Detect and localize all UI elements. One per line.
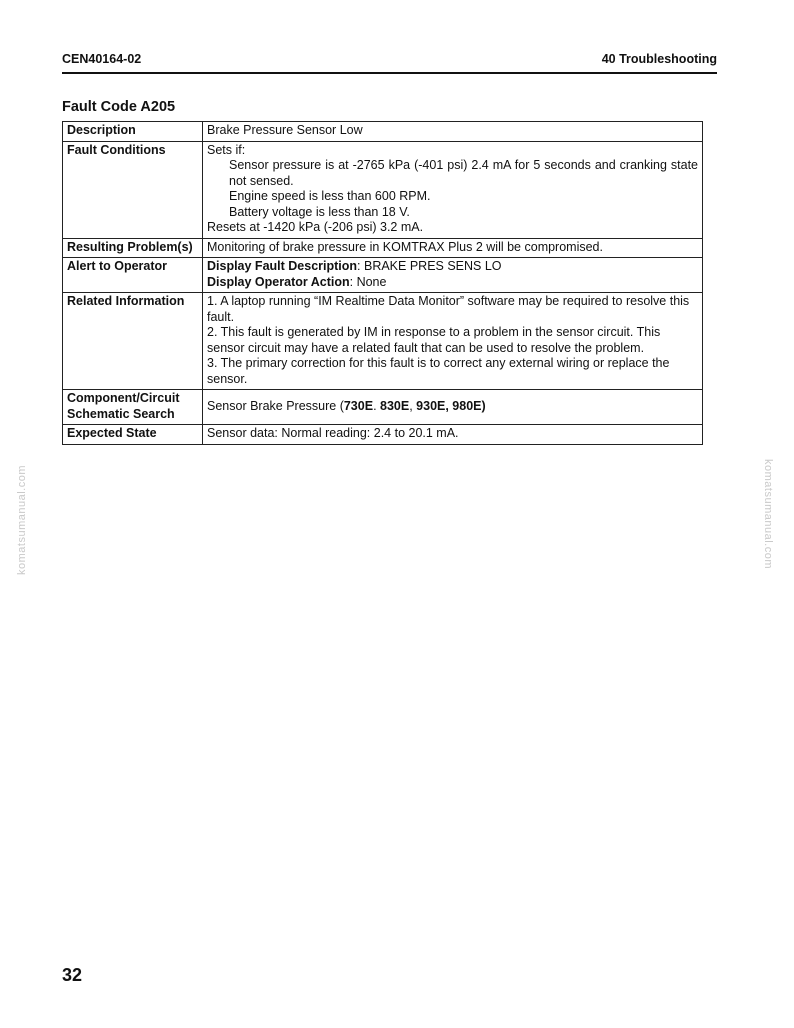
page-header — [62, 50, 717, 74]
fault-description-text: : BRAKE PRES SENS LO — [357, 259, 502, 273]
model-separator: , — [409, 398, 417, 413]
table-row — [63, 293, 703, 390]
operator-action-line — [207, 275, 698, 291]
operator-action-text: : None — [349, 274, 387, 289]
table-row — [63, 425, 703, 445]
conditions-intro: Sets if: — [207, 142, 246, 157]
expected-state-label: Expected State — [63, 425, 203, 445]
fault-code-table — [62, 121, 703, 445]
schematic-value — [203, 390, 703, 425]
fault-conditions-label: Fault Conditions — [63, 141, 203, 238]
related-info-item: 1. A laptop running “IM Realtime Data Monitor” software may be required to resolve this fault. — [207, 294, 690, 324]
section-name: 40 Troubleshooting — [601, 52, 717, 66]
resulting-problems-value: Monitoring of brake pressure in KOMTRAX Plus 2 will be compromised. — [203, 238, 703, 258]
condition-item: Engine speed is less than 600 RPM. — [229, 189, 431, 203]
schematic-label — [63, 390, 203, 425]
watermark-right: komatsumanual.com — [762, 459, 774, 569]
condition-item: Battery voltage is less than 18 V. — [229, 204, 410, 219]
schematic-label-line: Schematic Search — [67, 406, 175, 421]
resulting-problems-label: Resulting Problem(s) — [63, 238, 203, 258]
fault-code-title: Fault Code A205 — [62, 99, 176, 115]
alert-value — [203, 258, 703, 293]
condition-item: Sensor pressure is at -2765 kPa (-401 psi) 2.4 mA for 5 seconds and cranking state not sensed. — [229, 158, 698, 188]
description-value: Brake Pressure Sensor Low — [203, 122, 703, 142]
operator-action-label: Display Operator Action — [207, 274, 350, 289]
table-row — [63, 238, 703, 258]
related-info-value — [203, 293, 703, 390]
fault-description-line — [207, 259, 698, 275]
table-row — [63, 141, 703, 238]
document-id: CEN40164-02 — [62, 52, 142, 66]
table-row — [63, 122, 703, 142]
model-830e: 830E — [380, 398, 410, 413]
schematic-label-line: Component/Circuit — [67, 391, 180, 405]
reset-condition: Resets at -1420 kPa (-206 psi) 3.2 mA. — [207, 220, 424, 234]
model-separator: . — [373, 398, 381, 413]
expected-state-value: Sensor data: Normal reading: 2.4 to 20.1 mA. — [203, 425, 703, 445]
related-info-label: Related Information — [63, 293, 203, 390]
model-930e-980e: 930E, 980E) — [416, 398, 486, 413]
page-number: 32 — [62, 965, 83, 985]
alert-label: Alert to Operator — [63, 258, 203, 293]
fault-conditions-value — [203, 141, 703, 238]
watermark-left: komatsumanual.com — [16, 465, 28, 575]
related-info-item: 3. The primary correction for this fault is to correct any external wiring or replace the sensor. — [207, 356, 670, 386]
related-info-item: 2. This fault is generated by IM in response to a problem in the sensor circuit. This sensor circuit may have a related fault that can be used to resolve the problem. — [207, 325, 661, 355]
fault-description-label: Display Fault Description — [207, 259, 358, 273]
table-row — [63, 390, 703, 425]
description-label: Description — [63, 122, 203, 142]
schematic-prefix: Sensor Brake Pressure ( — [207, 398, 344, 413]
model-730e: 730E — [343, 398, 374, 413]
table-row — [63, 258, 703, 293]
